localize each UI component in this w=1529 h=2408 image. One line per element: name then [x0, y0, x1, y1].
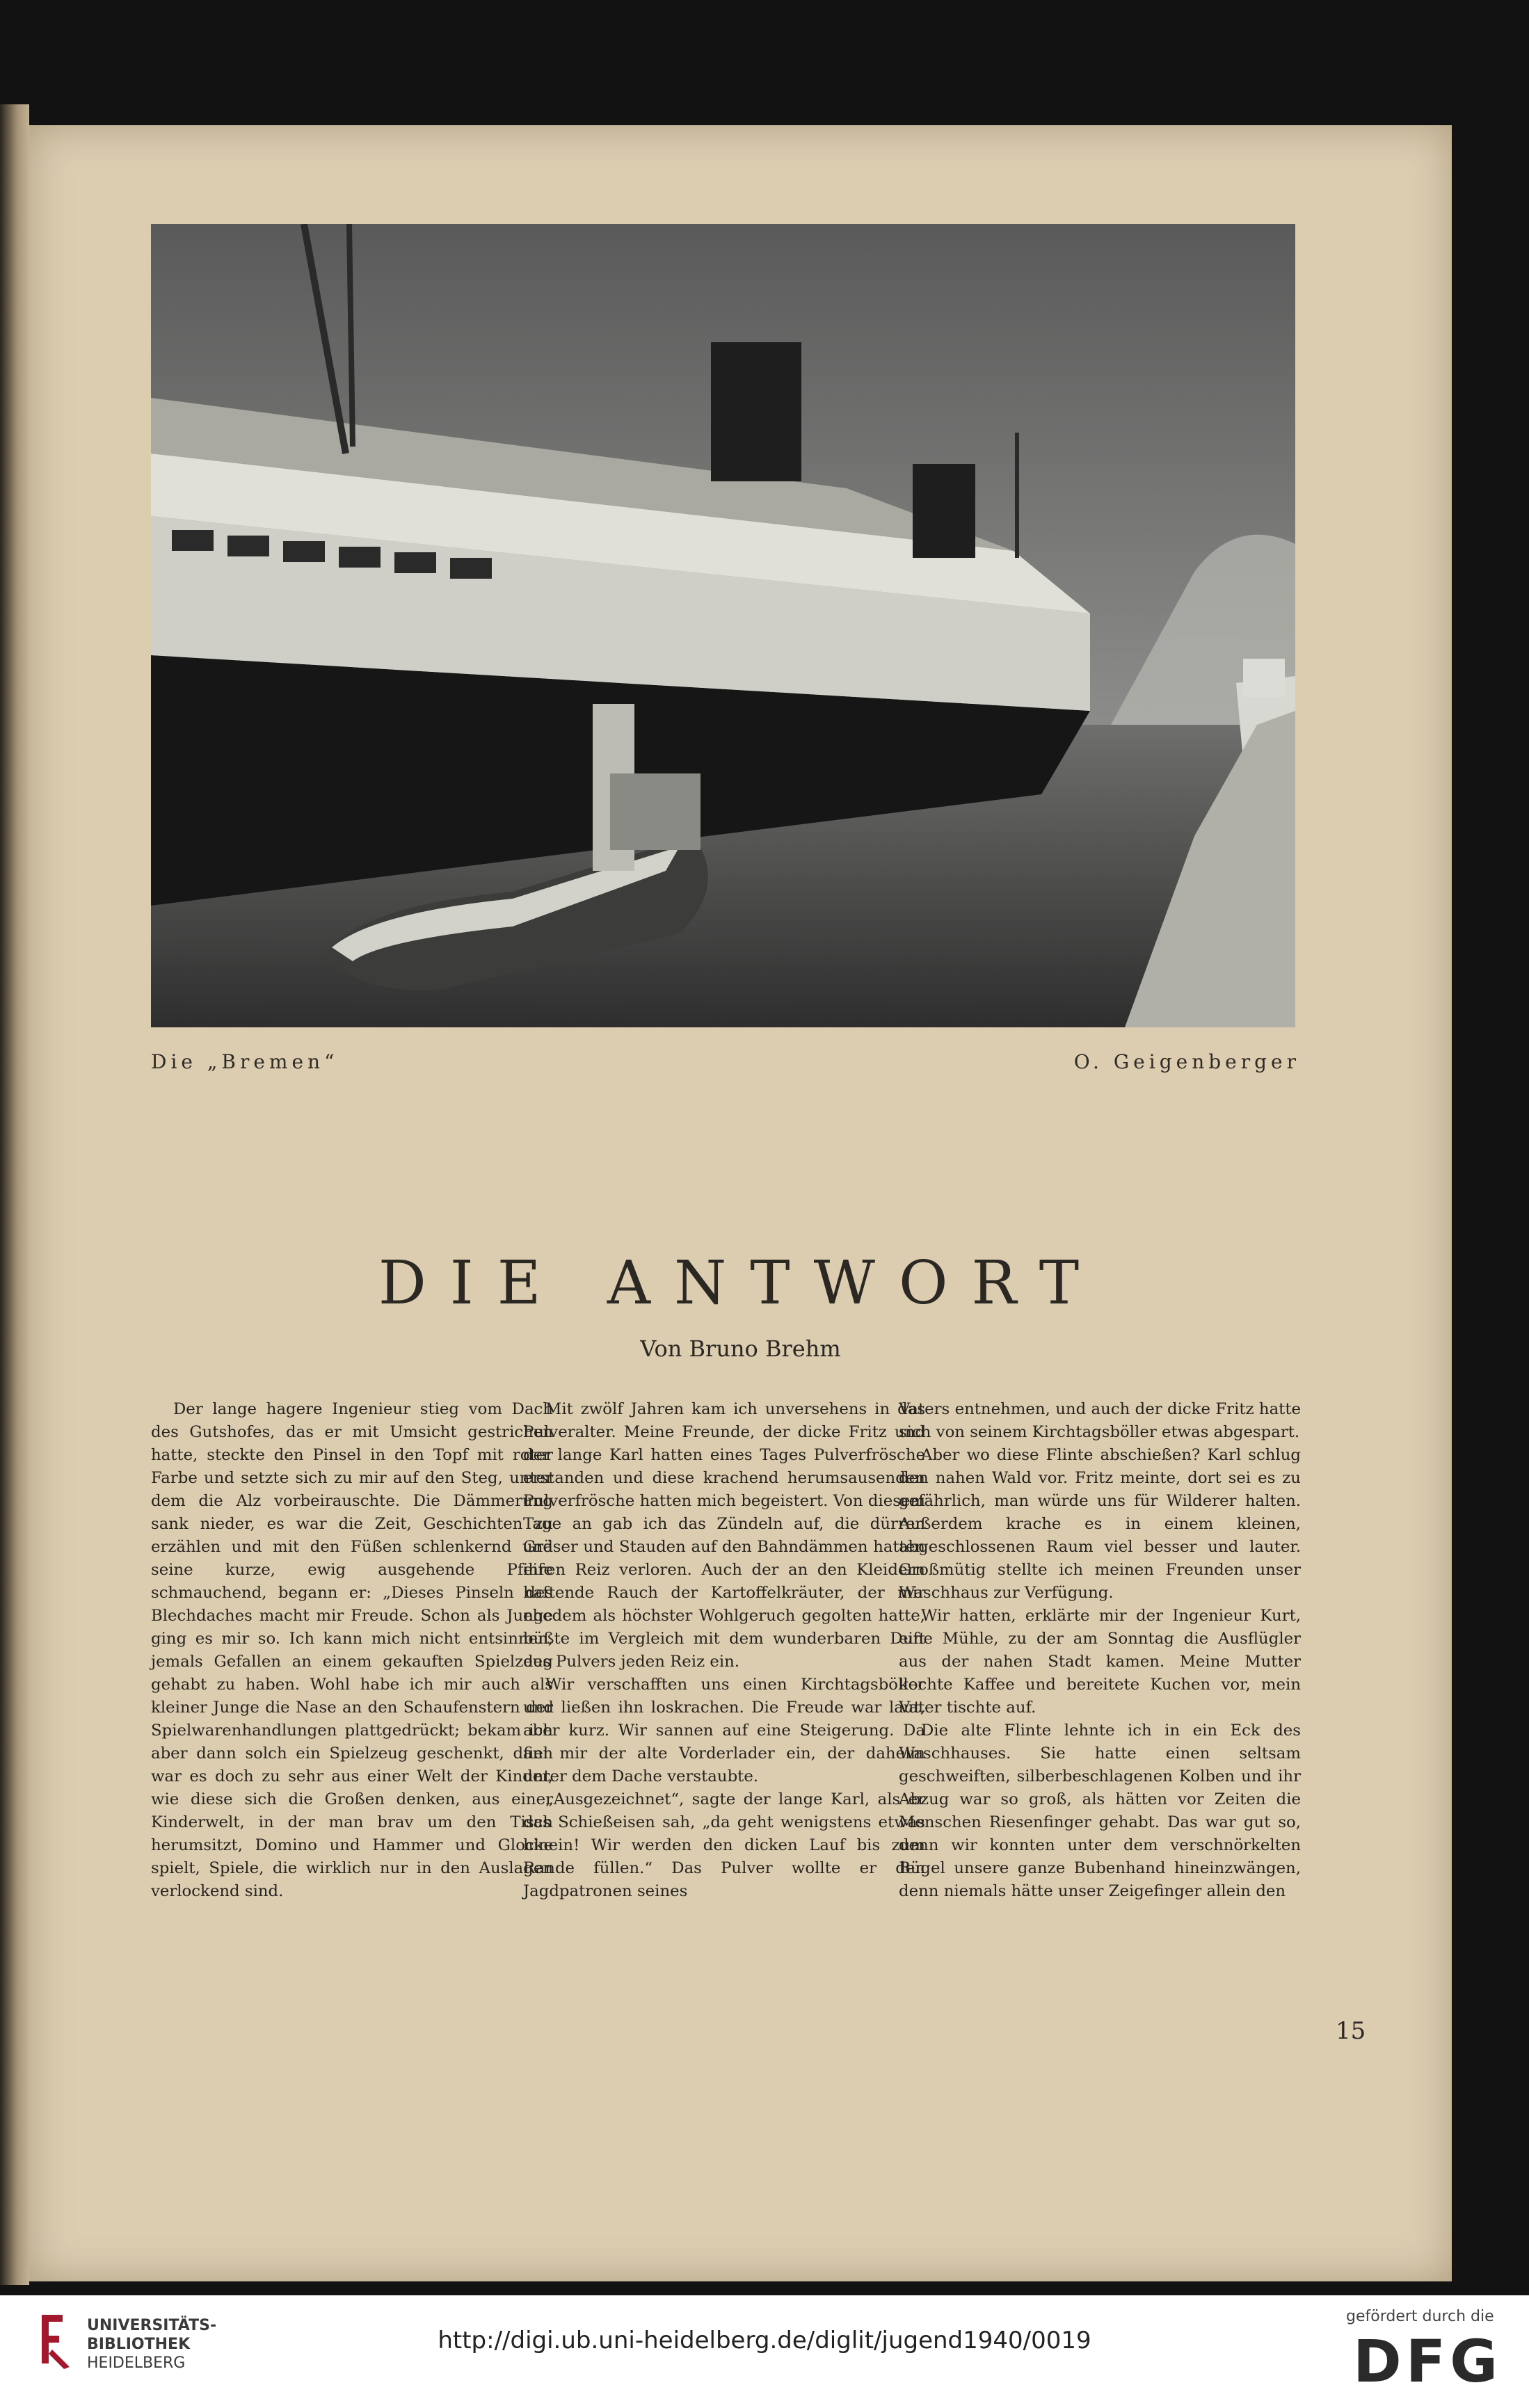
- paragraph: Wir verschafften uns einen Kirchtagsböller und ließen ihn loskrachen. Die Freude war laut, aber kurz. Wir sannen auf eine Steigerung. Da fiel mir der alte Vorderlader ein, der daheim unter dem Dache verstaubte.: [523, 1676, 925, 1785]
- funding-note: gefördert durch die: [1346, 2308, 1494, 2325]
- article-title: DIE ANTWORT: [378, 1249, 1103, 1318]
- ship-painting-illustration: [151, 224, 1295, 1027]
- article-byline: Von Bruno Brehm: [640, 1335, 841, 1362]
- text-column-3: [899, 1398, 1301, 1903]
- library-name-line: HEIDELBERG: [87, 2354, 186, 2372]
- paragraph: Vaters entnehmen, und auch der dicke Fritz hatte sich von seinem Kirchtagsböller etwas abgespart.: [899, 1400, 1301, 1441]
- text-column-2: [523, 1398, 925, 1903]
- paragraph: Der lange hagere Ingenieur stieg vom Dach des Gutshofes, das er mit Umsicht gestrichen hatte, steckte den Pinsel in den Topf mit roter Farbe und setzte sich zu mir auf den Steg, unter dem die Alz vorbeirauschte. Die Dämmerung sank nieder, es war die Zeit, Geschichten zu erzählen und mit den Füßen schlenkernd und seine kurze, ewig ausgehende Pfeife schmauchend, begann er: „Dieses Pinseln des Blechdaches macht mir Freude. Schon als Junge ging es mir so. Ich kann mich nicht entsinnen, jemals Gefallen an einem gekauften Spielzeug gehabt zu haben. Wohl habe ich mir auch als kleiner Junge die Nase an den Schaufenstern der Spielwarenhandlungen plattgedrückt; bekam ich aber dann solch ein Spielzeug geschenkt, dann war es doch zu sehr aus einer Welt der Kinder, wie diese sich die Großen denken, aus einer Kinderwelt, in der man brav um den Tisch herumsitzt, Domino und Hammer und Glocke spielt, Spiele, die wirklich nur in den Auslagen verlockend sind.: [151, 1400, 553, 1900]
- dfg-logo: DFG: [1353, 2327, 1503, 2395]
- ship-painting-image: [151, 224, 1295, 1027]
- library-name-line: BIBLIOTHEK: [87, 2336, 191, 2353]
- image-caption-title: Die „Bremen“: [151, 1050, 339, 1073]
- page-number: 15: [1336, 2017, 1366, 2045]
- paragraph: Mit zwölf Jahren kam ich unversehens in das Pulveralter. Meine Freunde, der dicke Fritz und der lange Karl hatten eines Tages Pulverfrösche erstanden und diese krachend herumsausenden Pulverfrösche hatten mich begeistert. Von diesem Tage an gab ich das Zündeln auf, die dürren Gräser und Stauden auf den Bahndämmen hatten ihren Reiz verloren. Auch der an den Kleidern haftende Rauch der Kartoffelkräuter, der mir ehedem als höchster Wohlgeruch gegolten hatte, büßte im Vergleich mit dem wunderbaren Duft des Pulvers jeden Reiz ein.: [523, 1400, 925, 1671]
- paragraph: Wir hatten, erklärte mir der Ingenieur Kurt, eine Mühle, zu der am Sonntag die Ausflügler aus der nahen Stadt kamen. Meine Mutter kochte Kaffee und bereitete Kuchen vor, mein Vater tischte auf.: [899, 1607, 1301, 1717]
- image-caption-artist: O. Geigenberger: [1073, 1050, 1300, 1073]
- paragraph: Aber wo diese Flinte abschießen? Karl schlug den nahen Wald vor. Fritz meinte, dort sei es zu gefährlich, man würde uns für Wilderer halten. Außerdem krache es in einem kleinen, abgeschlossenen Raum viel besser und lauter. Großmütig stellte ich meinen Freunden unser Waschhaus zur Verfügung.: [899, 1446, 1301, 1602]
- library-name-line: UNIVERSITÄTS-: [87, 2317, 217, 2334]
- page-spine-edge: [0, 104, 29, 2285]
- magazine-page: [29, 125, 1452, 2281]
- text-column-1: [151, 1398, 553, 1903]
- paragraph: Die alte Flinte lehnte ich in ein Eck des Waschhauses. Sie hatte einen seltsam geschweiften, silberbeschlagenen Kolben und ihr Abzug war so groß, als hätten vor Zeiten die Menschen Riesenfinger gehabt. Das war gut so, denn wir konnten unter dem verschnörkelten Bügel unsere ganze Bubenhand hineinzwängen, denn niemals hätte unser Zeigefinger allein den: [899, 1721, 1301, 1900]
- paragraph: „Ausgezeichnet“, sagte der lange Karl, als er das Schießeisen sah, „da geht wenigstens etwas hinein! Wir werden den dicken Lauf bis zum Rande füllen.“ Das Pulver wollte er den Jagdpatronen seines: [523, 1790, 925, 1900]
- document-url-link[interactable]: http://digi.ub.uni-heidelberg.de/diglit/jugend1940/0019: [438, 2327, 1091, 2354]
